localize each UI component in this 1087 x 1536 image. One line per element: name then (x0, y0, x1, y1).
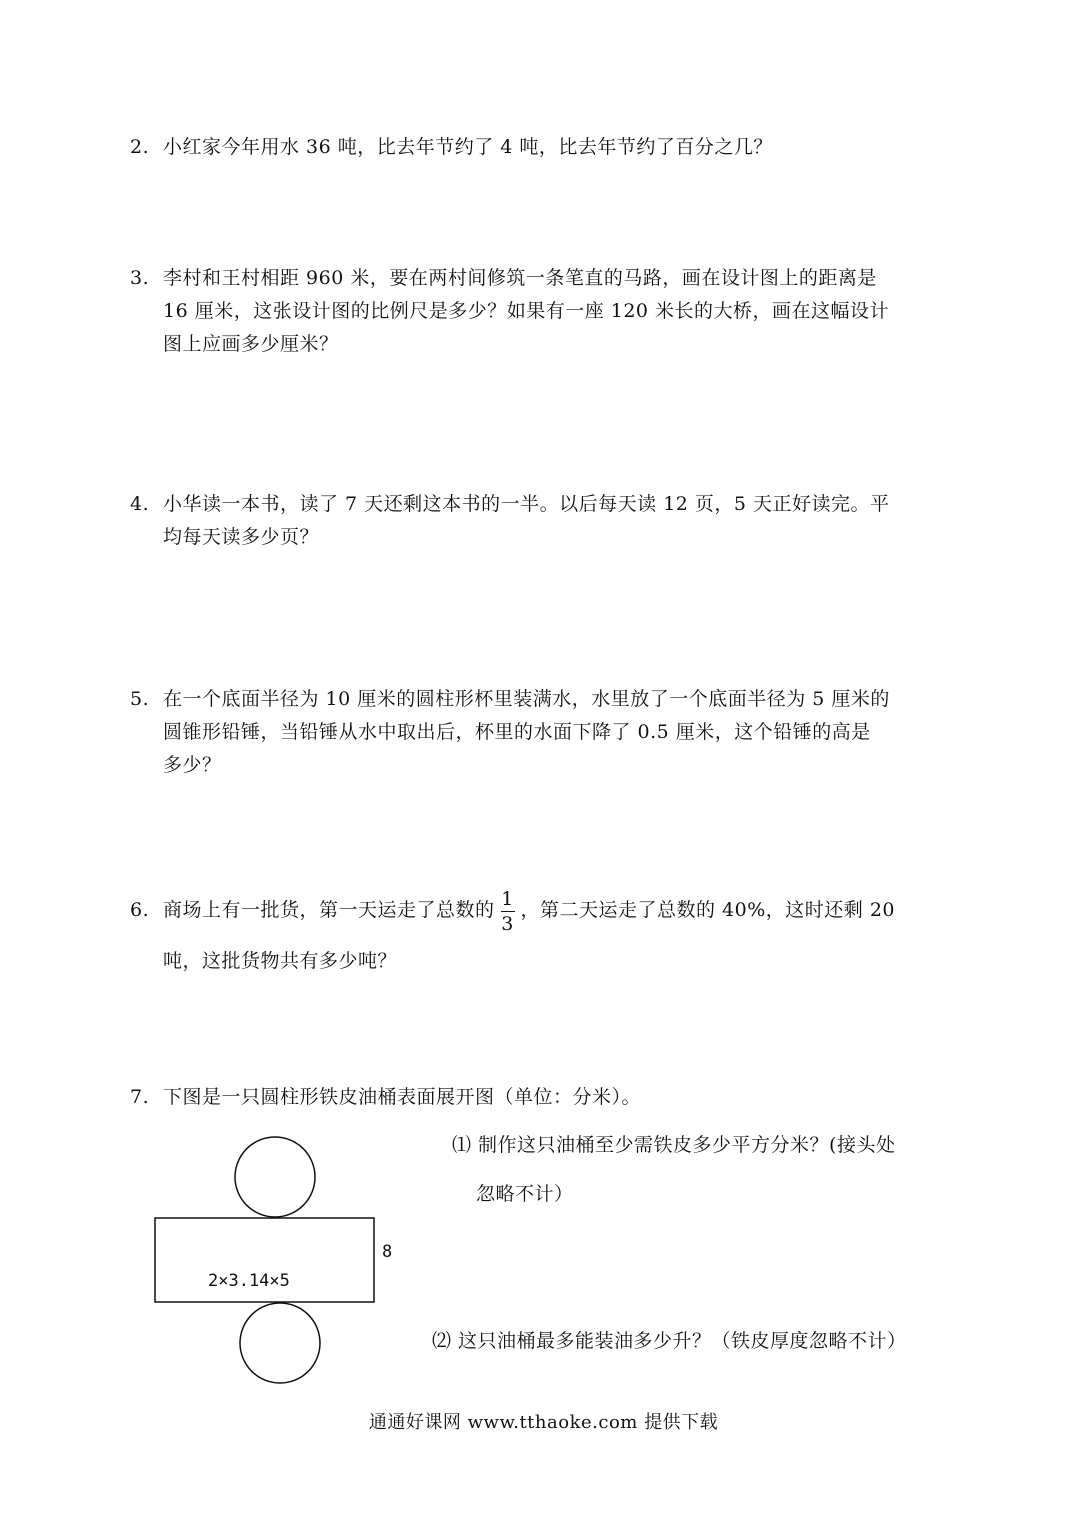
rectangle-height-label: 8 (382, 1242, 393, 1262)
question-6-line-2: 吨，这批货物共有多少吨？ (163, 950, 398, 972)
rectangle-length-label: 2×3.14×5 (208, 1271, 290, 1291)
bottom-circle (240, 1303, 320, 1383)
question-4 (130, 488, 960, 554)
question-7 (130, 1081, 960, 1114)
fraction-bar (501, 911, 515, 912)
question-7-sub-1-line-2: 忽略不计） (476, 1183, 574, 1205)
question-5-line-2: 圆锥形铅锤，当铅锤从水中取出后，杯里的水面下降了 0.5 厘米，这个铅锤的高是 (163, 721, 871, 743)
question-number: 3. (130, 267, 150, 289)
question-7-sub-1-line-1: ⑴ 制作这只油桶至少需铁皮多少平方分米？(接头处 (452, 1134, 896, 1156)
footer-credit: 通通好课网 www.tthaoke.com 提供下载 (368, 1412, 719, 1433)
question-3 (130, 262, 960, 361)
fraction-numerator: 1 (501, 887, 514, 910)
question-number: 7. (130, 1086, 150, 1108)
question-7-line: 7. 下图是一只圆柱形铁皮油桶表面展开图（单位：分米）。 (130, 1081, 960, 1114)
question-number: 5. (130, 688, 150, 710)
question-number: 2. (130, 136, 150, 158)
fraction-denominator: 3 (501, 912, 514, 935)
question-7-sub-2: ⑵ 这只油桶最多能装油多少升？（铁皮厚度忽略不计） (432, 1330, 907, 1352)
question-4-line-2: 均每天读多少页？ (163, 526, 320, 548)
question-5-line-3: 多少？ (163, 754, 222, 776)
fraction-one-third (501, 889, 515, 934)
question-5 (130, 683, 960, 782)
question-4-line-1: 4. 小华读一本书，读了 7 天还剩这本书的一半。以后每天读 12 页，5 天正好读完。平 (130, 488, 960, 521)
question-number: 6. (130, 899, 150, 921)
question-2 (130, 131, 960, 164)
question-3-line-1: 3. 李村和王村相距 960 米，要在两村间修筑一条笔直的马路，画在设计图上的距离是 (130, 262, 960, 295)
question-number: 4. (130, 493, 150, 515)
question-6-line-1: 6. 商场上有一批货，第一天运走了总数的 $\frac{1}{3}$ ，第二天运走了总数的 40%，这时还剩 20 (130, 885, 960, 935)
question-3-line-3: 图上应画多少厘米？ (163, 333, 339, 355)
top-circle (235, 1137, 315, 1217)
cylinder-net-drawing (140, 1135, 420, 1395)
question-5-line-1: 5. 在一个底面半径为 10 厘米的圆柱形杯里装满水，水里放了一个底面半径为 5 厘米的 (130, 683, 960, 716)
question-6 (130, 885, 960, 978)
question-2-line: 2. 小红家今年用水 36 吨，比去年节约了 4 吨，比去年节约了百分之几？ (130, 131, 960, 164)
question-3-line-2: 16 厘米，这张设计图的比例尺是多少？如果有一座 120 米长的大桥，画在这幅设计 (163, 300, 890, 322)
cylinder-net-figure (140, 1135, 420, 1395)
